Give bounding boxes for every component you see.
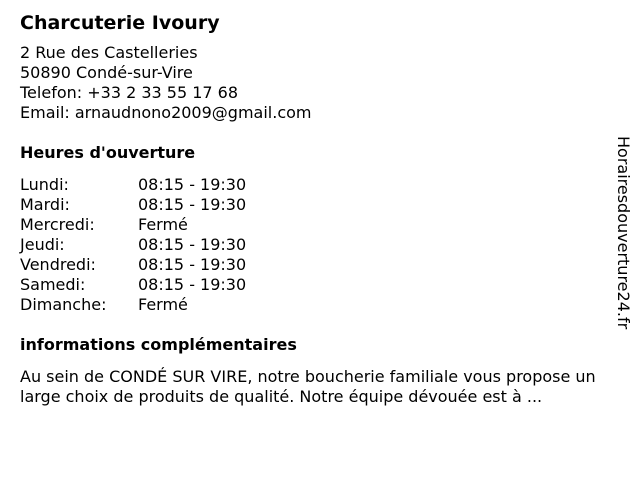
hours-row-saturday (20, 275, 610, 295)
day-label: Lundi: (20, 175, 69, 194)
day-label: Mercredi: (20, 215, 95, 234)
hours-row-tuesday (20, 195, 610, 215)
day-label: Vendredi: (20, 255, 96, 274)
contact-block (20, 43, 610, 123)
hours-row-thursday (20, 235, 610, 255)
business-name: Charcuterie Ivoury (20, 12, 220, 34)
hours-row-friday (20, 255, 610, 275)
hours-row-monday (20, 175, 610, 195)
hours-row-wednesday (20, 215, 610, 235)
opening-hours-list (20, 175, 610, 315)
site-watermark: Horairesdouverture24.fr (614, 136, 633, 330)
business-card (20, 11, 610, 407)
day-hours: 08:15 - 19:30 (138, 255, 247, 274)
info-description: Au sein de CONDÉ SUR VIRE, notre boucherie familiale vous propose un large choix de produits de qualité. Notre équipe dévouée est à ... (20, 367, 596, 406)
address-line-1: 2 Rue des Castelleries (20, 43, 198, 62)
day-hours: Fermé (138, 295, 188, 314)
day-hours: 08:15 - 19:30 (138, 175, 247, 194)
day-label: Dimanche: (20, 295, 107, 314)
day-label: Jeudi: (20, 235, 65, 254)
email-address: Email: arnaudnono2009@gmail.com (20, 103, 312, 122)
day-label: Samedi: (20, 275, 86, 294)
info-heading: informations complémentaires (20, 335, 297, 354)
day-hours: Fermé (138, 215, 188, 234)
day-hours: 08:15 - 19:30 (138, 235, 247, 254)
hours-heading: Heures d'ouverture (20, 143, 196, 162)
day-hours: 08:15 - 19:30 (138, 195, 247, 214)
phone-number: Telefon: +33 2 33 55 17 68 (20, 83, 239, 102)
day-hours: 08:15 - 19:30 (138, 275, 247, 294)
address-line-2: 50890 Condé-sur-Vire (20, 63, 193, 82)
day-label: Mardi: (20, 195, 70, 214)
hours-row-sunday (20, 295, 610, 315)
